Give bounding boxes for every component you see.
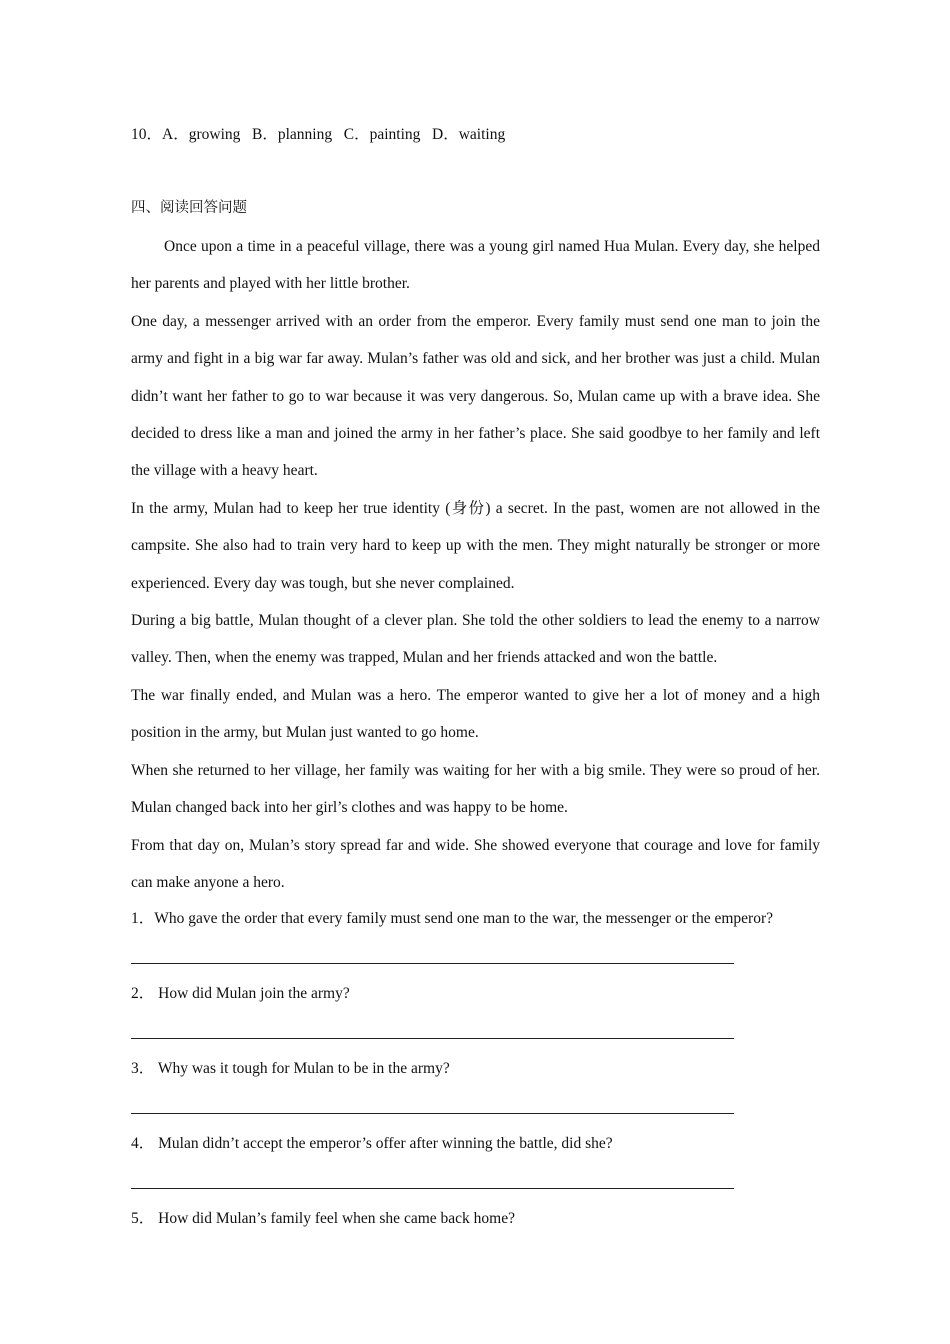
question-item [131, 900, 820, 975]
question-number: 2． [131, 985, 155, 1002]
option-a-text: growing [188, 126, 241, 143]
passage-paragraph: When she returned to her village, her family was waiting for her with a big smile. They were so proud of her. Mulan changed back into her girl’s clothes and was happy to be home. [131, 761, 820, 817]
option-a-letter: A． [162, 126, 189, 143]
passage-paragraph: One day, a messenger arrived with an order from the emperor. Every family must send one man to join the army and fight in a big war far away. Mulan’s father was old and sick, and her brother was just a child. Mulan didn’t want her father to go to war because it was very dangerous. So, Mulan came up with a brave idea. She decided to dress like a man and joined the army in her father’s place. She said goodbye to her family and left the village with a heavy heart. [131, 312, 820, 480]
option-b-text: planning [277, 126, 333, 143]
answer-line[interactable] [131, 1038, 734, 1039]
passage-paragraph: Once upon a time in a peaceful village, there was a young girl named Hua Mulan. Every day, she helped her parents and played with her little brother. [131, 238, 820, 293]
option-b-letter: B． [252, 126, 278, 143]
question-body: Why was it tough for Mulan to be in the army? [154, 1060, 450, 1077]
passage-paragraph: During a big battle, Mulan thought of a clever plan. She told the other soldiers to lead the enemy to a narrow valley. Then, when the enemy was trapped, Mulan and her friends attacked and won the battle. [131, 612, 820, 667]
passage-paragraph: In the army, Mulan had to keep her true identity (身份) a secret. In the past, women are not allowed in the campsite. She also had to train very hard to keep up with the men. They might naturally be stronger or more experienced. Every day was tough, but she never complained. [131, 499, 820, 592]
question-number: 3． [131, 1060, 155, 1077]
question-number: 10． [131, 126, 163, 143]
answer-line[interactable] [131, 1188, 734, 1189]
question-item [131, 975, 820, 1050]
question-list [131, 900, 820, 1275]
reading-passage [131, 228, 820, 901]
question-number: 1． [131, 910, 155, 927]
option-c-letter: C． [343, 126, 370, 143]
question-body: Mulan didn’t accept the emperor’s offer after winning the battle, did she? [154, 1135, 613, 1152]
question-text [131, 900, 773, 937]
question-body: Who gave the order that every family must send one man to the war, the messenger or the emperor? [154, 910, 773, 927]
multiple-choice-question-10 [131, 124, 505, 146]
question-number: 4． [131, 1135, 155, 1152]
option-d-text: waiting [458, 126, 506, 143]
answer-line[interactable] [131, 1113, 734, 1114]
question-body: How did Mulan join the army? [154, 985, 350, 1002]
question-text [131, 1125, 613, 1162]
option-d-letter: D． [432, 126, 459, 143]
question-item [131, 1200, 820, 1275]
passage-paragraph: From that day on, Mulan’s story spread far and wide. She showed everyone that courage and love for family can make anyone a hero. [131, 836, 820, 891]
option-c-text: painting [369, 126, 421, 143]
question-text [131, 975, 350, 1012]
answer-line[interactable] [131, 963, 734, 964]
question-item [131, 1125, 820, 1200]
section-title: 四、阅读回答问题 [131, 200, 247, 216]
question-body: How did Mulan’s family feel when she came back home? [154, 1210, 515, 1227]
question-text [131, 1200, 515, 1237]
question-text [131, 1050, 450, 1087]
question-number: 5． [131, 1210, 155, 1227]
passage-paragraph: The war finally ended, and Mulan was a hero. The emperor wanted to give her a lot of money and a high position in the army, but Mulan just wanted to go home. [131, 686, 820, 742]
question-item [131, 1050, 820, 1125]
